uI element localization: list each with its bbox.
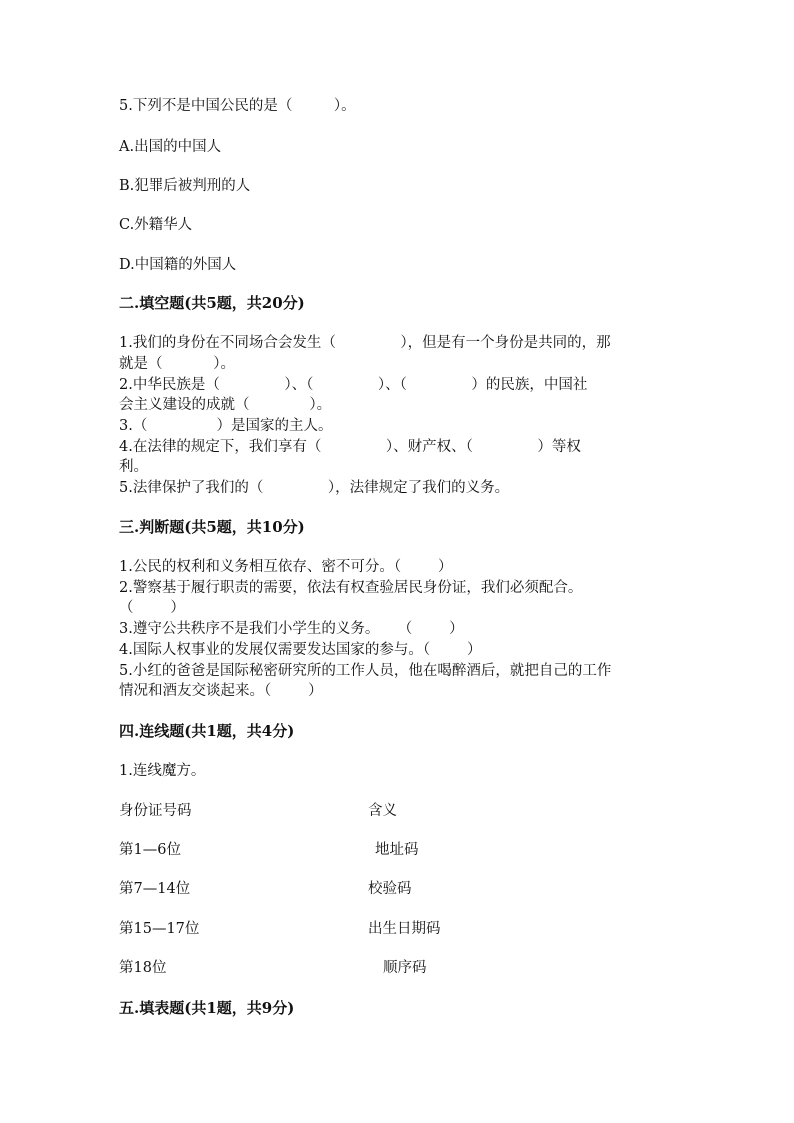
section2-line: 就是（ ）。 — [119, 356, 235, 372]
q5-option-c: C.外籍华人 — [119, 217, 193, 233]
section3-title: 三.判断题(共5题，共10分) — [119, 518, 305, 536]
section2-line: 会主义建设的成就（ ）。 — [119, 397, 332, 413]
match-left-item: 身份证号码 — [119, 803, 192, 819]
section2-line: 5.法律保护了我们的（ ），法律规定了我们的义务。 — [119, 480, 510, 496]
section2-line: 1.我们的身份在不同场合会发生（ ），但是有一个身份是共同的，那 — [119, 335, 611, 351]
q5-option-a: A.出国的中国人 — [119, 139, 222, 155]
match-right-item: 顺序码 — [383, 960, 427, 976]
match-right-item: 出生日期码 — [368, 921, 441, 937]
match-right-item: 地址码 — [375, 842, 419, 858]
section2-line: 4.在法律的规定下，我们享有（ ）、财产权、（ ）等权 — [119, 439, 581, 455]
section2-line: 3.（ ）是国家的主人。 — [119, 418, 333, 434]
section2-title: 二.填空题(共5题，共20分) — [119, 294, 305, 312]
section3-line: 2.警察基于履行职责的需要，依法有权查验居民身份证，我们必须配合。 — [119, 580, 583, 596]
match-left-item: 第15—17位 — [119, 921, 200, 937]
match-left-item: 第1—6位 — [119, 842, 181, 858]
q5-stem: 5.下列不是中国公民的是（ ）。 — [119, 98, 356, 114]
section3-line: 5.小红的爸爸是国际秘密研究所的工作人员，他在喝醉酒后，就把自己的工作 — [119, 663, 612, 679]
section3-line: 1.公民的权利和义务相互依存、密不可分。（ ） — [119, 559, 453, 575]
q5-option-d: D.中国籍的外国人 — [119, 257, 237, 273]
section3-line: 情况和酒友交谈起来。（ ） — [119, 683, 323, 699]
section4-title: 四.连线题(共1题，共4分) — [119, 722, 295, 740]
match-left-item: 第18位 — [119, 960, 167, 976]
section4-question: 1.连线魔方。 — [119, 763, 206, 779]
match-right-item: 含义 — [368, 803, 397, 819]
section2-line: 利。 — [119, 459, 148, 475]
match-right-item: 校验码 — [368, 881, 412, 897]
section2-line: 2.中华民族是（ ）、（ ）、（ ）的民族，中国社 — [119, 377, 588, 393]
match-left-item: 第7—14位 — [119, 881, 191, 897]
section3-line: 4.国际人权事业的发展仅需要发达国家的参与。（ ） — [119, 642, 482, 658]
q5-option-b: B.犯罪后被判刑的人 — [119, 178, 251, 194]
section5-title: 五.填表题(共1题，共9分) — [119, 999, 295, 1017]
section3-line: 3.遵守公共秩序不是我们小学生的义务。 （ ） — [119, 621, 464, 637]
section3-line: （ ） — [119, 600, 185, 616]
